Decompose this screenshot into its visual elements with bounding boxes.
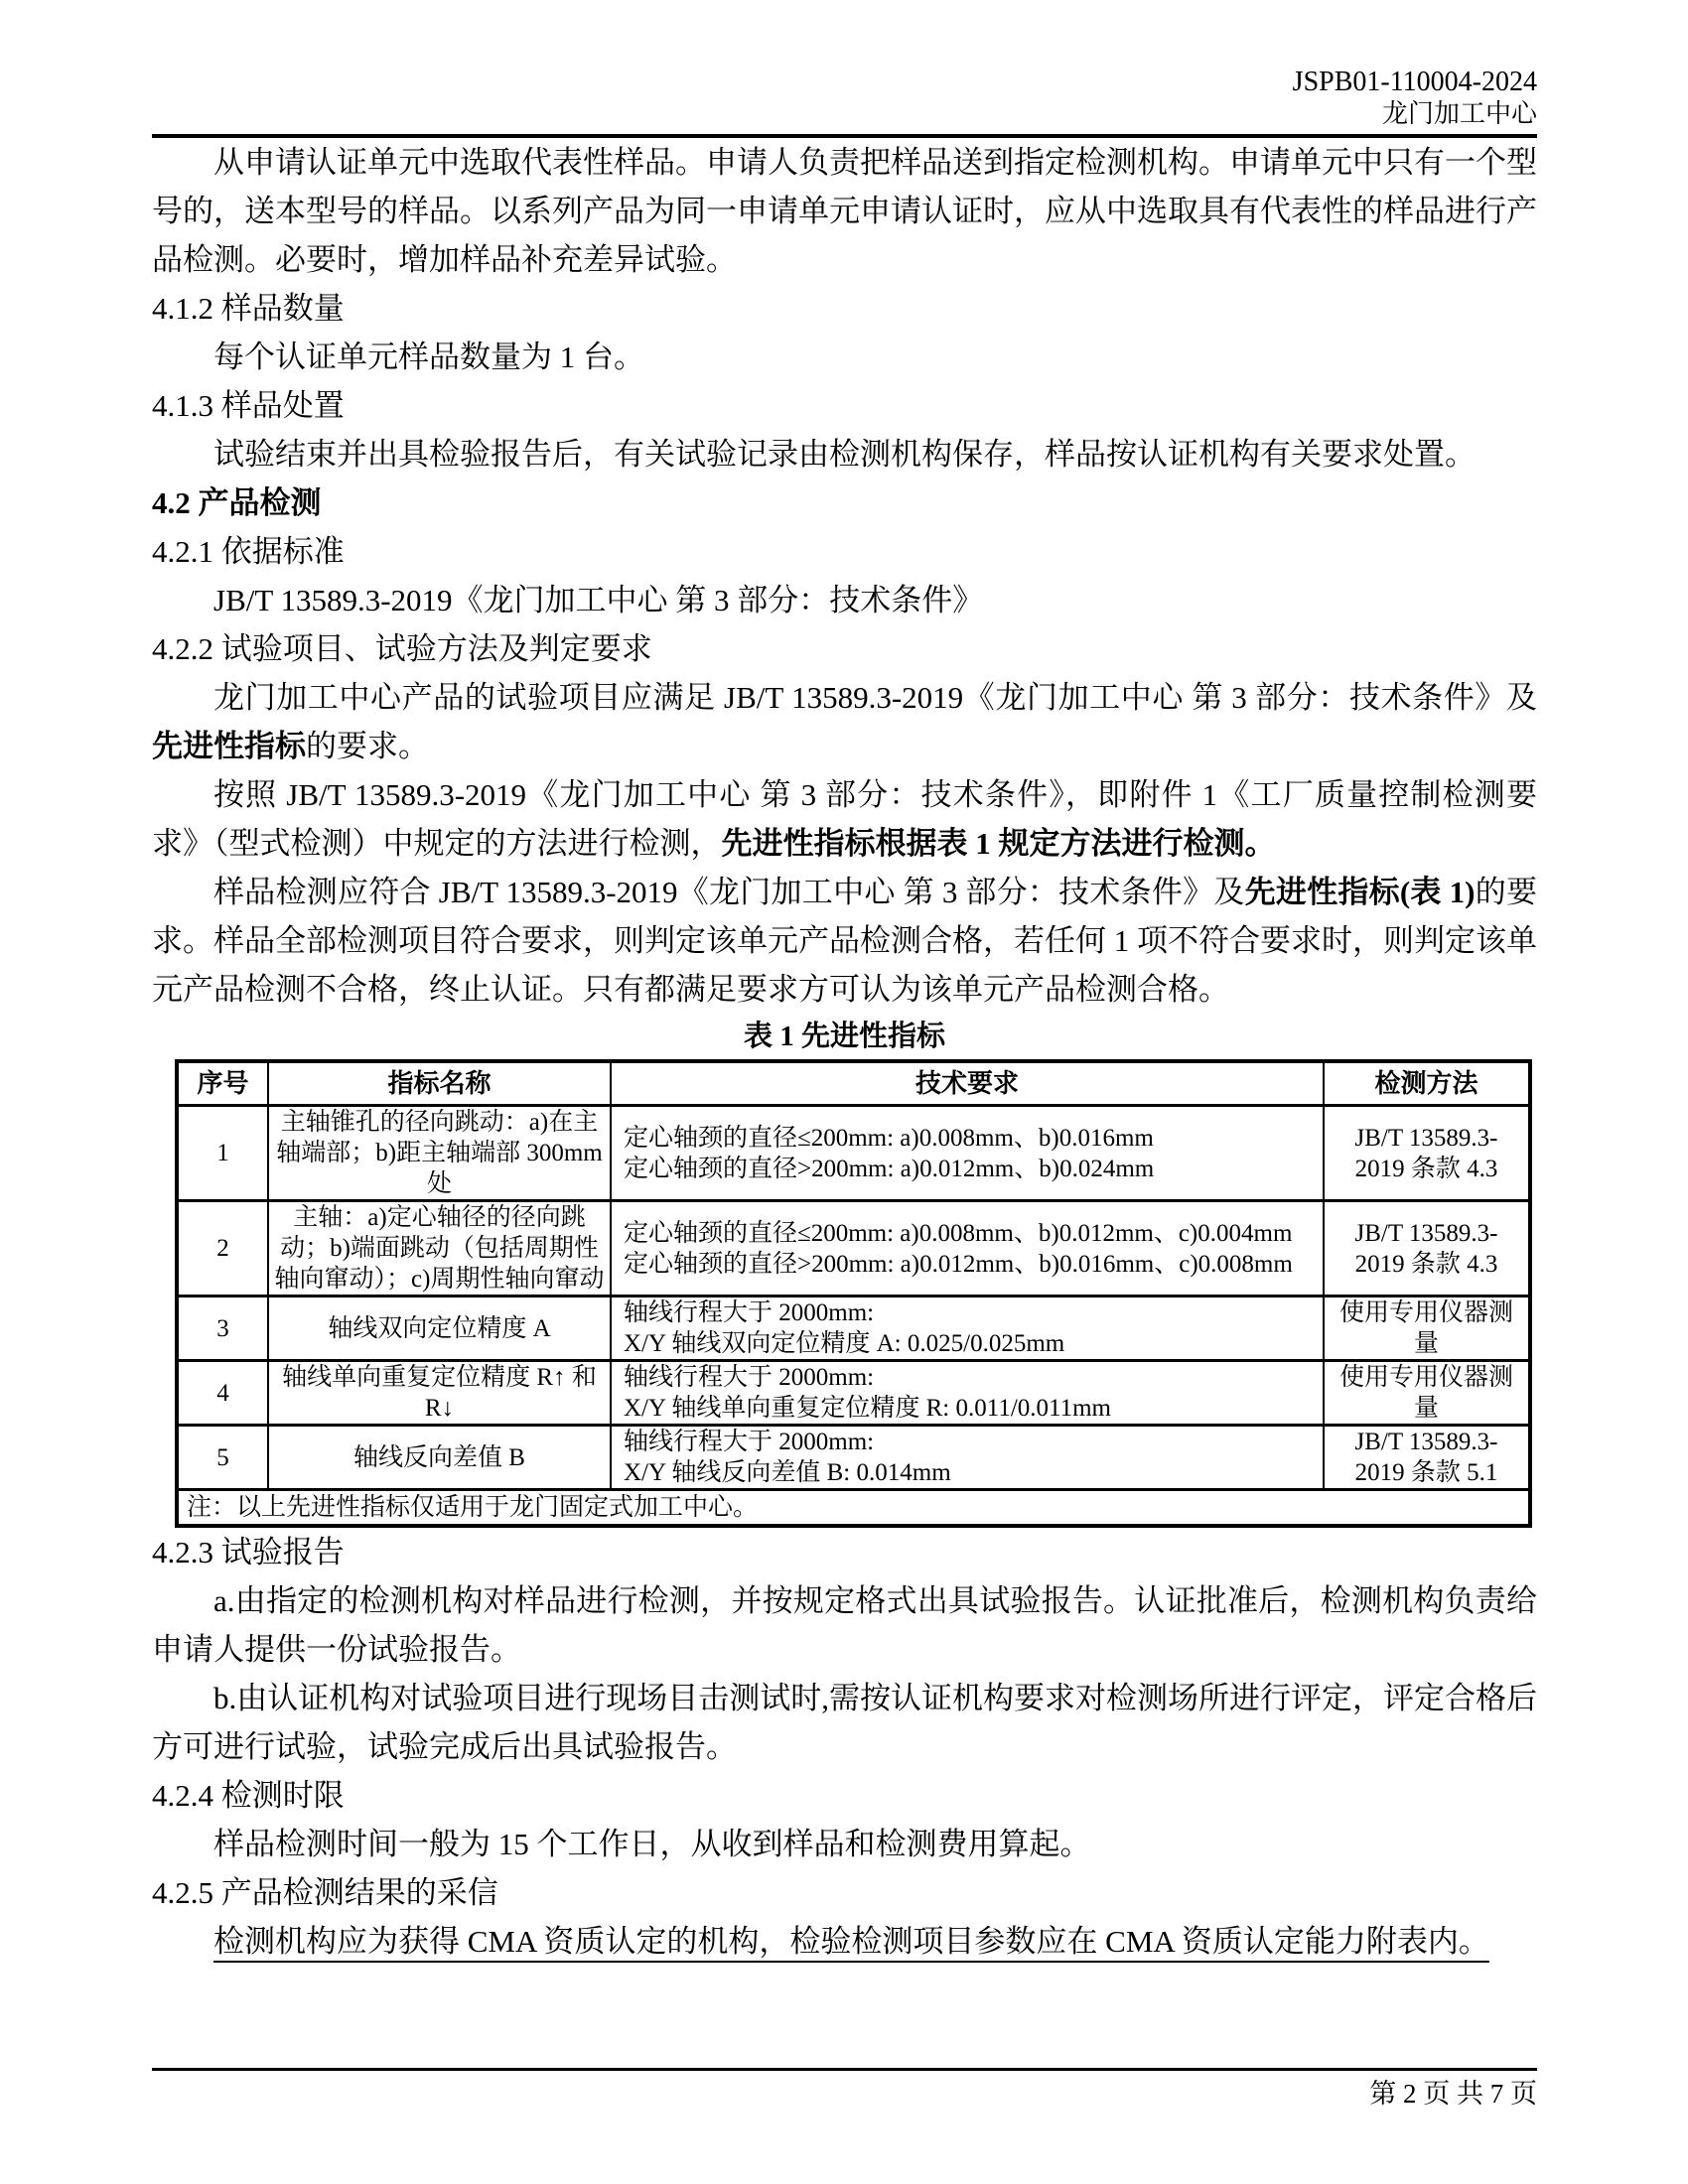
- cell-indicator-name: 主轴：a)定心轴径的径向跳动；b)端面跳动（包括周期性轴向窜动）；c)周期性轴向窜动: [268, 1201, 611, 1297]
- req-line: 定心轴颈的直径≤200mm: a)0.008mm、b)0.016mm: [624, 1124, 1154, 1152]
- table-row: [177, 1201, 1530, 1297]
- cell-no: 2: [177, 1201, 268, 1297]
- method-line: JB/T 13589.3-: [1354, 1124, 1498, 1152]
- paragraph-sample-selection: 从申请认证单元中选取代表性样品。申请人负责把样品送到指定检测机构。申请单元中只有一个型号的，送本型号的样品。以系列产品为同一申请单元申请认证时，应从中选取具有代表性的样品进行产品检测。必要时，增加样品补充差异试验。: [152, 145, 1537, 277]
- col-header-indicator-name: 指标名称: [268, 1061, 611, 1106]
- heading-4-2-4: 4.2.4 检测时限: [152, 1778, 345, 1813]
- cell-test-method: [1324, 1426, 1530, 1490]
- table-caption: 表 1 先进性指标: [743, 1021, 945, 1052]
- method-line: 使用专用仪器测: [1338, 1299, 1513, 1326]
- req-line: 定心轴颈的直径≤200mm: a)0.008mm、b)0.012mm、c)0.004mm: [624, 1219, 1293, 1247]
- text-run: 的要求。样品全部检测项目符合要求，则判定该单元产品检测合格，若任何 1 项不符合要求时，则判定该单元产品检测不合格，终止认证。只有都满足要求方可认为该单元产品检测合格。: [152, 875, 1537, 1007]
- document-body: [152, 138, 1537, 1966]
- method-line: 2019 条款 5.1: [1354, 1459, 1498, 1486]
- cell-test-method: [1324, 1106, 1530, 1201]
- method-line: 量: [1413, 1395, 1439, 1422]
- method-line: 2019 条款 4.3: [1354, 1155, 1498, 1182]
- paragraph-cma-requirement: [152, 1917, 1537, 1966]
- cell-no: 4: [177, 1361, 268, 1426]
- cell-indicator-name: 主轴锥孔的径向跳动：a)在主轴端部；b)距主轴端部 300mm 处: [268, 1106, 611, 1201]
- text-run: 龙门加工中心产品的试验项目应满足 JB/T 13589.3-2019《龙门加工中心 第 3 部分：技术条件》及: [213, 680, 1537, 715]
- paragraph-report-b: b.由认证机构对试验项目进行现场目击测试时,需按认证机构要求对检测场所进行评定，评定合格后方可进行试验，试验完成后出具试验报告。: [152, 1681, 1537, 1764]
- cell-indicator-name: 轴线单向重复定位精度 R↑ 和 R↓: [268, 1361, 611, 1426]
- paragraph-judgement: [152, 868, 1537, 1014]
- cell-test-method: [1324, 1361, 1530, 1426]
- req-line: X/Y 轴线单向重复定位精度 R: 0.011/0.011mm: [624, 1395, 1111, 1422]
- method-line: 使用专用仪器测: [1338, 1364, 1513, 1391]
- method-line: 2019 条款 4.3: [1354, 1250, 1498, 1278]
- table-row: [177, 1361, 1530, 1426]
- text-run: 按照 JB/T 13589.3-2019《龙门加工中心 第 3 部分：技术条件》，即附件 1《工厂质量控制检测要求》（型式检测）中规定的方法进行检测，: [152, 777, 1537, 861]
- doc-code: JSPB01-110004-2024: [1292, 67, 1537, 97]
- doc-title: 龙门加工中心: [1381, 99, 1537, 128]
- table-row: [177, 1297, 1530, 1361]
- req-line: 轴线行程大于 2000mm:: [624, 1364, 875, 1391]
- paragraph-test-period: 样品检测时间一般为 15 个工作日，从收到样品和检测费用算起。: [213, 1827, 1091, 1861]
- heading-4-1-3: 4.1.3 样品处置: [152, 388, 345, 423]
- table-row: [177, 1106, 1530, 1201]
- cell-no: 3: [177, 1297, 268, 1361]
- req-line: X/Y 轴线双向定位精度 A: 0.025/0.025mm: [624, 1330, 1065, 1357]
- req-line: 轴线行程大于 2000mm:: [624, 1429, 875, 1455]
- col-header-no: 序号: [177, 1061, 268, 1106]
- heading-4-2: 4.2 产品检测: [152, 485, 322, 520]
- text-run: 的要求。: [306, 729, 429, 763]
- text-run-bold: 先进性指标根据表 1 规定方法进行检测。: [721, 826, 1276, 861]
- paragraph-standard-reference: JB/T 13589.3-2019《龙门加工中心 第 3 部分：技术条件》: [213, 583, 984, 617]
- cell-no: 5: [177, 1426, 268, 1490]
- table-advanced-indicators: [175, 1059, 1532, 1528]
- cell-tech-requirement: [611, 1426, 1324, 1490]
- underlined-text: 检测机构应为获得 CMA 资质认定的机构，检验检测项目参数应在 CMA 资质认定能力附表内。: [213, 1924, 1489, 1959]
- method-line: 量: [1413, 1330, 1439, 1357]
- document-header: [152, 0, 1537, 129]
- cell-tech-requirement: [611, 1361, 1324, 1426]
- heading-4-2-3: 4.2.3 试验报告: [152, 1535, 345, 1570]
- cell-test-method: [1324, 1201, 1530, 1297]
- req-line: 定心轴颈的直径>200mm: a)0.012mm、b)0.024mm: [624, 1155, 1155, 1182]
- document-page: [152, 0, 1537, 1966]
- table-note: 注：以上先进性指标仅适用于龙门固定式加工中心。: [177, 1490, 1530, 1527]
- cell-indicator-name: 轴线双向定位精度 A: [268, 1297, 611, 1361]
- req-line: 轴线行程大于 2000mm:: [624, 1299, 875, 1326]
- footer-rule: [152, 2068, 1537, 2071]
- method-line: JB/T 13589.3-: [1354, 1219, 1498, 1247]
- paragraph-test-method: [152, 770, 1537, 868]
- cell-test-method: [1324, 1297, 1530, 1361]
- text-run: 样品检测应符合 JB/T 13589.3-2019《龙门加工中心 第 3 部分：技术条件》及: [213, 875, 1245, 909]
- table-header-row: [177, 1061, 1530, 1106]
- cell-tech-requirement: [611, 1106, 1324, 1201]
- heading-4-2-1: 4.2.1 依据标准: [152, 534, 345, 569]
- paragraph-sample-disposal: 试验结束并出具检验报告后，有关试验记录由检测机构保存，样品按认证机构有关要求处置。: [213, 437, 1476, 472]
- paragraph-report-a: a.由指定的检测机构对样品进行检测，并按规定格式出具试验报告。认证批准后，检测机构负责给申请人提供一份试验报告。: [152, 1583, 1537, 1667]
- text-run-bold: 先进性指标: [152, 729, 306, 763]
- cell-indicator-name: 轴线反向差值 B: [268, 1426, 611, 1490]
- heading-4-1-2: 4.1.2 样品数量: [152, 291, 345, 326]
- text-run-bold: 先进性指标(表 1): [1244, 875, 1476, 909]
- paragraph-sample-quantity: 每个认证单元样品数量为 1 台。: [213, 340, 644, 374]
- heading-4-2-2: 4.2.2 试验项目、试验方法及判定要求: [152, 631, 652, 666]
- cell-no: 1: [177, 1106, 268, 1201]
- col-header-tech-requirement: 技术要求: [611, 1061, 1324, 1106]
- col-header-test-method: 检测方法: [1324, 1061, 1530, 1106]
- cell-tech-requirement: [611, 1297, 1324, 1361]
- cell-tech-requirement: [611, 1201, 1324, 1297]
- table-row: [177, 1426, 1530, 1490]
- req-line: 定心轴颈的直径>200mm: a)0.012mm、b)0.016mm、c)0.008mm: [624, 1250, 1293, 1278]
- method-line: JB/T 13589.3-: [1354, 1429, 1498, 1455]
- page-number: 第 2 页 共 7 页: [1369, 2079, 1537, 2109]
- req-line: X/Y 轴线反向差值 B: 0.014mm: [624, 1459, 951, 1486]
- table-note-row: [177, 1490, 1530, 1527]
- heading-4-2-5: 4.2.5 产品检测结果的采信: [152, 1875, 498, 1910]
- paragraph-test-items: [152, 673, 1537, 770]
